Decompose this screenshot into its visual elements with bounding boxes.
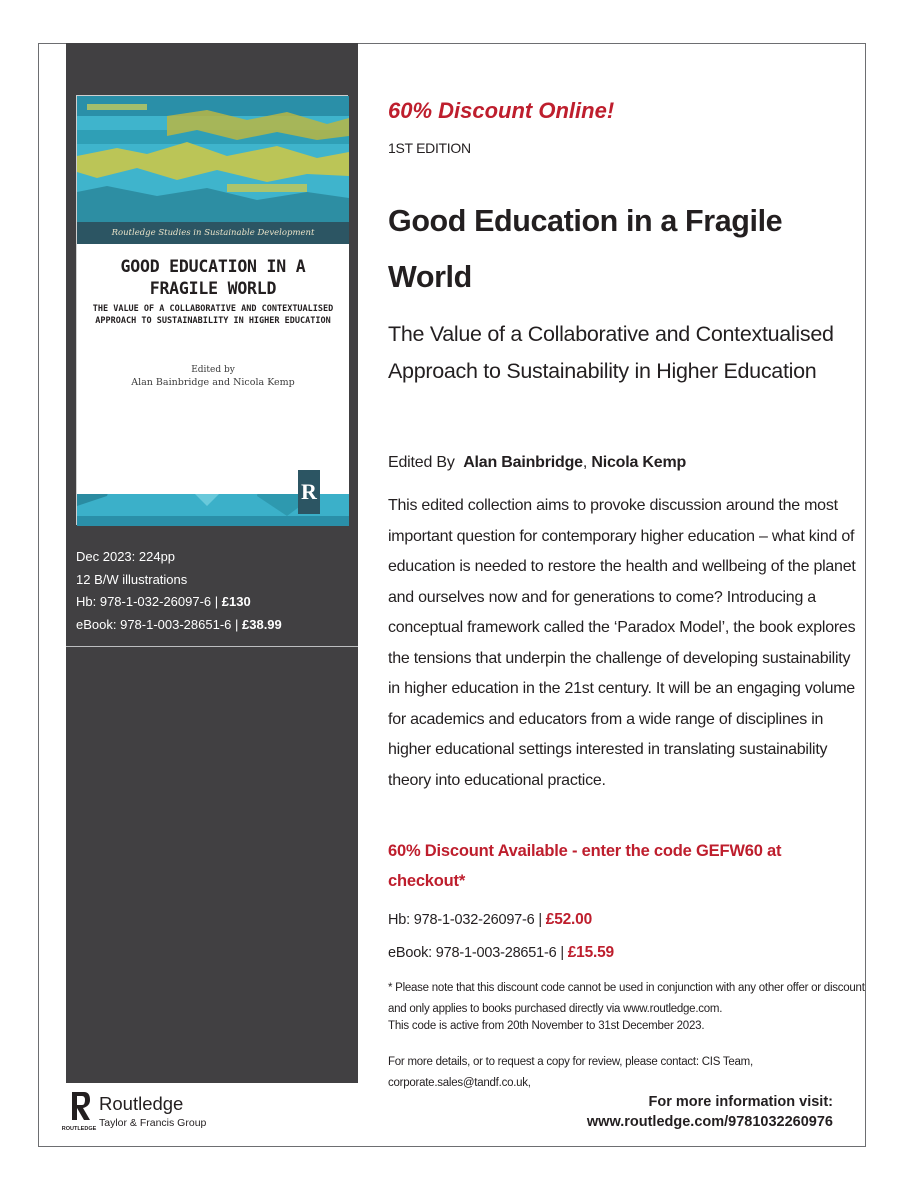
illustrations-count: 12 B/W illustrations xyxy=(76,571,188,587)
contact-details: For more details, or to request a copy for review, please contact: CIS Team, corporate.sales@tandf.co.uk, xyxy=(388,1056,753,1089)
hardback-price: £130 xyxy=(221,594,251,609)
discount-offer: 60% Discount Available - enter the code GEFW60 at checkout* xyxy=(388,842,782,890)
discount-terms-note: * Please note that this discount code cannot be used in conjunction with any other offer or discount and only applies to books purchased directly via www.routledge.com. xyxy=(388,982,865,1015)
hardback-isbn: Hb: 978-1-032-26097-6 | xyxy=(76,594,222,609)
edited-by-label: Edited By xyxy=(388,454,455,471)
discount-ebook-isbn: eBook: 978-1-003-28651-6 | xyxy=(388,945,568,961)
publisher-group: Taylor & Francis Group xyxy=(99,1117,207,1129)
book-cover xyxy=(76,95,348,525)
metadata-divider xyxy=(66,646,358,647)
book-title: Good Education in a Fragile World xyxy=(388,204,783,294)
ebook-price: £38.99 xyxy=(242,616,282,632)
book-metadata xyxy=(76,546,348,636)
ebook-line xyxy=(76,614,348,637)
promo-headline: 60% Discount Online! xyxy=(388,98,615,123)
editor-name: Nicola Kemp xyxy=(591,454,687,471)
discount-hardback-isbn: Hb: 978-1-032-26097-6 | xyxy=(388,912,546,928)
discount-hardback-line xyxy=(388,911,592,929)
editors-line xyxy=(388,454,686,472)
routledge-mark-text: ROUTLEDGE xyxy=(61,1126,97,1132)
cover-series-band: Routledge Studies in Sustainable Development xyxy=(77,222,349,244)
routledge-logo xyxy=(61,1090,226,1134)
ebook-isbn: eBook: 978-1-003-28651-6 | xyxy=(76,616,242,632)
book-subtitle: The Value of a Collaborative and Contextualised Approach to Sustainability in Higher Education xyxy=(388,322,834,383)
routledge-mark-icon xyxy=(61,1090,97,1134)
editor-separator: , xyxy=(582,454,588,471)
cover-publisher-logo: R xyxy=(298,470,320,514)
cover-subtitle: THE VALUE OF A COLLABORATIVE AND CONTEXTUALISED APPROACH TO SUSTAINABILITY IN HIGHER EDUCATION xyxy=(92,304,334,326)
book-url-link[interactable]: www.routledge.com/9781032260976 xyxy=(586,1114,833,1130)
book-description: This edited collection aims to provoke discussion around the most important question for contemporary higher education – what kind of education is needed to restore the health and wellbeing of the planet and ourselves now and for generations to come? Introducing a conceptual framework called the ‘Paradox Model’, the book explores the tensions that underpin the challenge of developing sustainability in higher education in the 21st century. It will be an engaging volume for academics and educators from a wide range of disciplines in higher educational settings interested in translating sustainability theory into educational practice. xyxy=(388,497,856,789)
cover-editors: Alan Bainbridge and Nicola Kemp xyxy=(131,377,295,388)
more-info-label: For more information visit: xyxy=(648,1094,833,1110)
discount-ebook-price: £15.59 xyxy=(567,944,614,961)
publisher-name: Routledge xyxy=(99,1093,184,1114)
cover-edited-label: Edited by xyxy=(191,365,235,375)
editor-name: Alan Bainbridge xyxy=(463,454,583,471)
cover-title: GOOD EDUCATION IN A FRAGILE WORLD xyxy=(120,257,306,298)
more-info-block xyxy=(587,1092,833,1132)
hardback-line xyxy=(76,591,348,614)
publication-date-pages: Dec 2023: 224pp xyxy=(76,549,176,564)
edition-label: 1ST EDITION xyxy=(388,140,471,156)
discount-hardback-price: £52.00 xyxy=(545,911,592,928)
discount-validity: This code is active from 20th November to 31st December 2023. xyxy=(388,1020,705,1032)
discount-ebook-line xyxy=(388,944,614,962)
